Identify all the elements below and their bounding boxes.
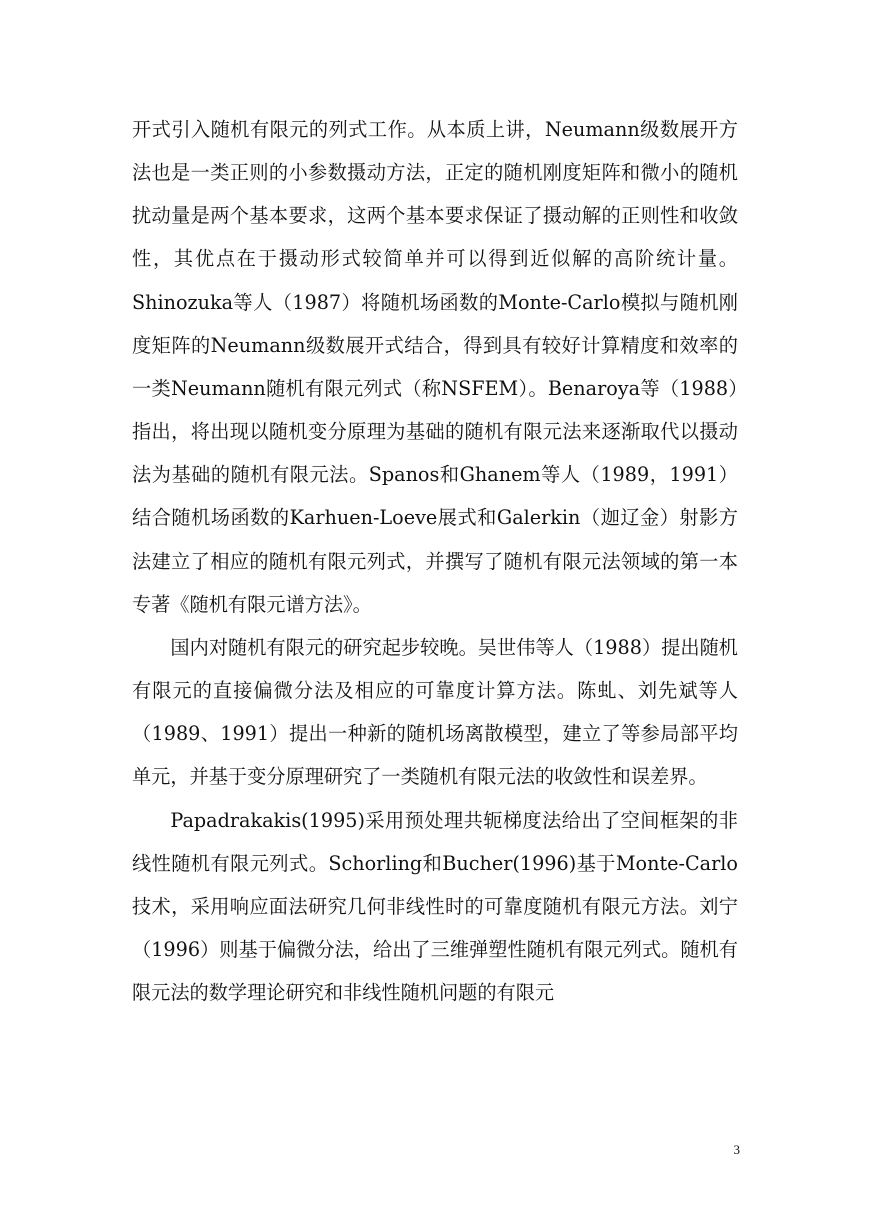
body-text [132, 108, 738, 1014]
paragraph-2: 国内对随机有限元的研究起步较晚。吴世伟等人（1988）提出随机有限元的直接偏微分法及相应的可靠度计算方法。陈虬、刘先斌等人（1989、1991）提出一种新的随机场离散模型，建立了等参局部平均单元，并基于变分原理研究了一类随机有限元法的收敛性和误差界。 [132, 635, 738, 789]
page-number: 3 [733, 1142, 740, 1157]
paragraph-1: 开式引入随机有限元的列式工作。从本质上讲，Neumann级数展开方法也是一类正则的小参数摄动方法，正定的随机刚度矩阵和微小的随机扰动量是两个基本要求，这两个基本要求保证了摄动解的正则性和收敛性，其优点在于摄动形式较简单并可以得到近似解的高阶统计量。Shinozuka等人（1987）将随机场函数的Monte-Carlo模拟与随机刚度矩阵的Neumann级数展开式结合，得到具有较好计算精度和效率的一类Neumann随机有限元列式（称NSFEM）。Benaroya等（1988）指出，将出现以随机变分原理为基础的随机有限元法来逐渐取代以摄动法为基础的随机有限元法。Spanos和Ghanem等人（1989，1991）结合随机场函数的Karhuen-Loeve展式和Galerkin（迦辽金）射影方法建立了相应的随机有限元列式，并撰写了随机有限元法领域的第一本专著《随机有限元谱方法》。 [132, 118, 738, 616]
paragraph-3: Papadrakakis(1995)采用预处理共轭梯度法给出了空间框架的非线性随机有限元列式。Schorling和Bucher(1996)基于Monte-Carlo技术，采用响应面法研究几何非线性时的可靠度随机有限元方法。刘宁（1996）则基于偏微分法，给出了三维弹塑性随机有限元列式。随机有限元法的数学理论研究和非线性随机问题的有限元 [132, 808, 738, 1005]
